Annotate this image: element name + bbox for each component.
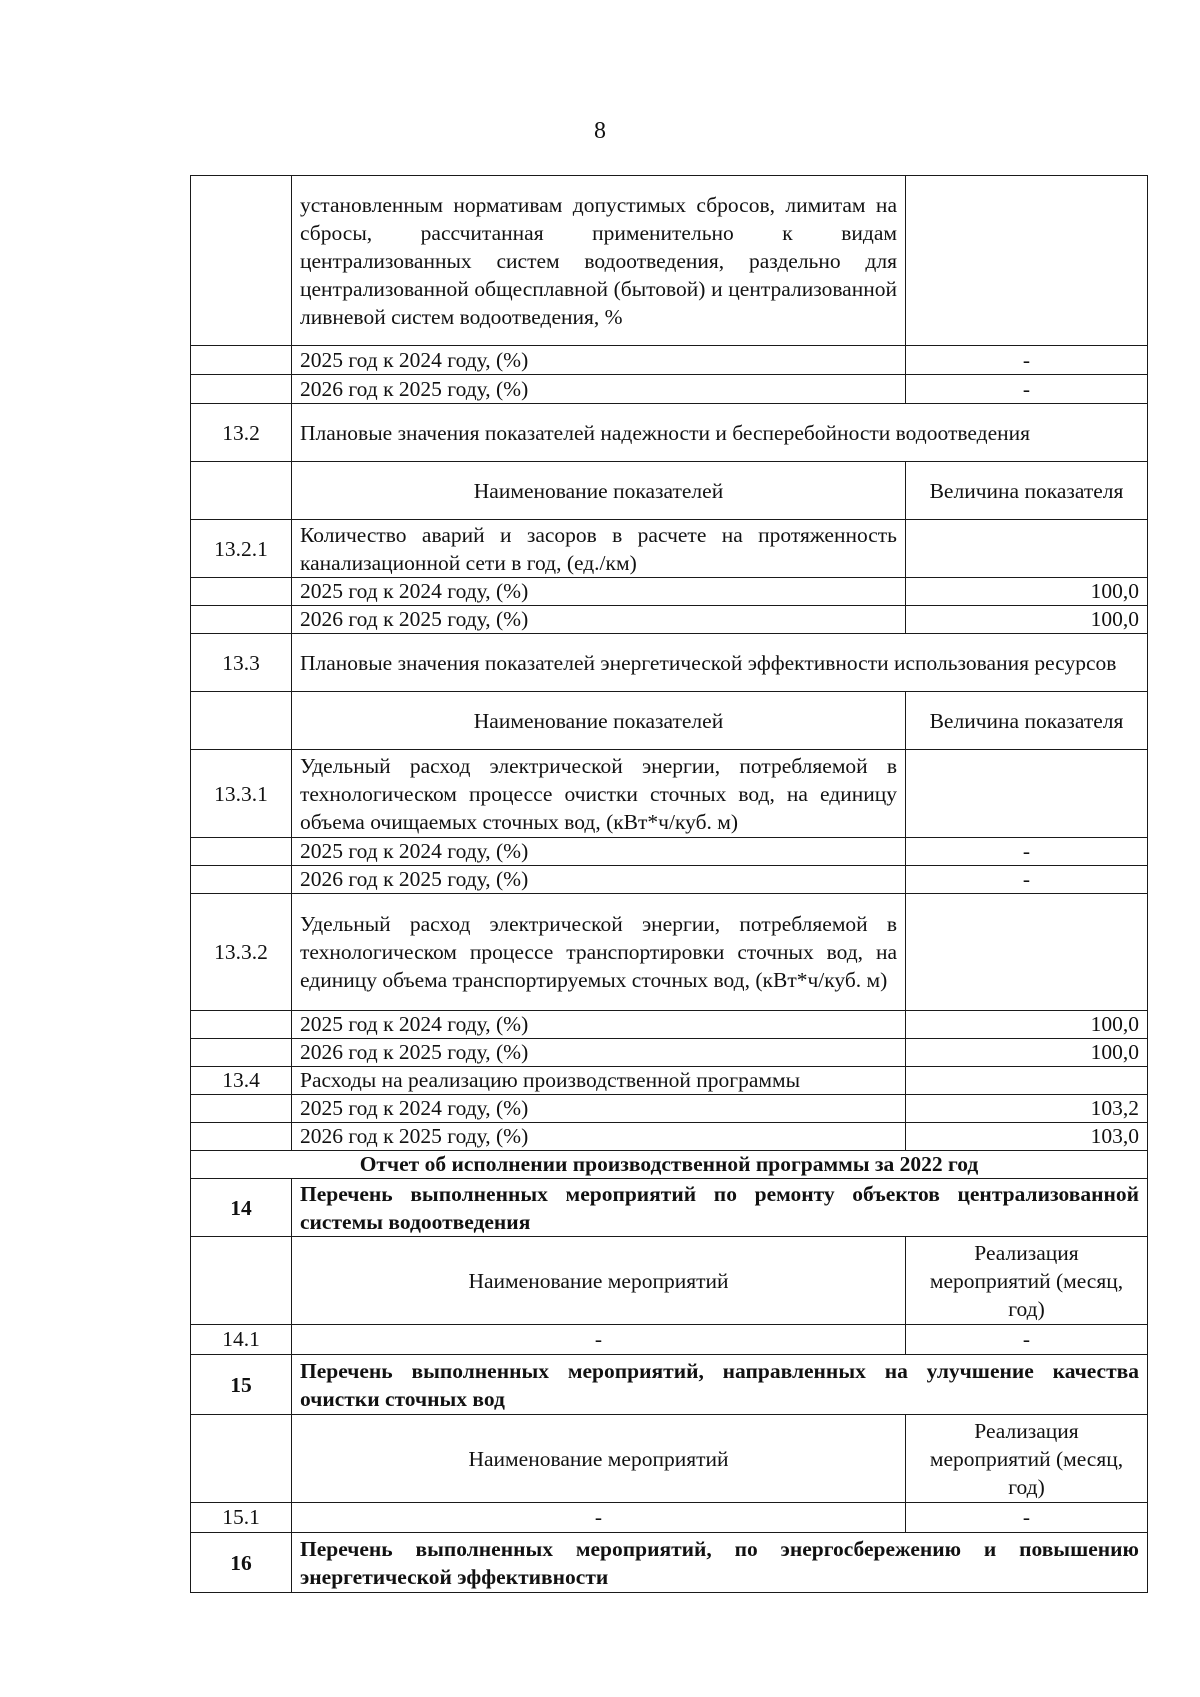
- section-number: 13.2: [191, 404, 292, 462]
- year-label: 2026 год к 2025 году, (%): [292, 606, 906, 634]
- year-label: 2026 год к 2025 году, (%): [292, 866, 906, 894]
- table-row: [191, 375, 1148, 404]
- measure-name: -: [292, 1325, 906, 1355]
- table-row: [191, 520, 1148, 578]
- column-header-value: Величина показателя: [906, 462, 1148, 520]
- year-value: 100,0: [906, 578, 1148, 606]
- year-value: 103,0: [906, 1123, 1148, 1151]
- column-header-name: Наименование показателей: [292, 462, 906, 520]
- column-header-name: Наименование мероприятий: [292, 1237, 906, 1325]
- year-label: 2025 год к 2024 году, (%): [292, 578, 906, 606]
- table-row: [191, 1095, 1148, 1123]
- table-row: [191, 1503, 1148, 1533]
- year-value: -: [906, 838, 1148, 866]
- year-value: 103,2: [906, 1095, 1148, 1123]
- table-row: [191, 578, 1148, 606]
- year-value: 100,0: [906, 1011, 1148, 1039]
- section-title: Перечень выполненных мероприятий, направленных на улучшение качества очистки сточных вод: [292, 1355, 1148, 1415]
- table-row: [191, 1011, 1148, 1039]
- table-row: [191, 462, 1148, 520]
- table-row: [191, 176, 1148, 346]
- section-title: Плановые значения показателей надежности и бесперебойности водоотведения: [292, 404, 1148, 462]
- table-row: [191, 404, 1148, 462]
- year-label: 2025 год к 2024 году, (%): [292, 838, 906, 866]
- table-row: [191, 346, 1148, 375]
- table-row: [191, 894, 1148, 1011]
- year-value: -: [906, 375, 1148, 404]
- program-table: [190, 175, 1148, 1593]
- table-row: [191, 866, 1148, 894]
- table-row: [191, 1533, 1148, 1593]
- num-cell: [191, 176, 292, 346]
- table-row: [191, 750, 1148, 838]
- section-title: Перечень выполненных мероприятий, по энергосбережению и повышению энергетической эффективности: [292, 1533, 1148, 1593]
- table-row: [191, 606, 1148, 634]
- section-number: 16: [191, 1533, 292, 1593]
- section-number: 13.3.2: [191, 894, 292, 1011]
- section-title: Плановые значения показателей энергетической эффективности использования ресурсов: [292, 634, 1148, 692]
- column-header-name: Наименование мероприятий: [292, 1415, 906, 1503]
- measure-date: -: [906, 1503, 1148, 1533]
- indicator-text: Расходы на реализацию производственной программы: [292, 1067, 906, 1095]
- table-row: [191, 1415, 1148, 1503]
- indicator-text: установленным нормативам допустимых сбросов, лимитам на сбросы, рассчитанная применительно к видам централизованных систем водоотведения, раздельно для централизованной общесплавной (бытовой) и централизованной ливневой систем водоотведения, %: [292, 176, 906, 346]
- year-label: 2025 год к 2024 году, (%): [292, 346, 906, 375]
- table-row: [191, 1355, 1148, 1415]
- year-label: 2026 год к 2025 году, (%): [292, 1039, 906, 1067]
- report-heading: Отчет об исполнении производственной программы за 2022 год: [191, 1151, 1148, 1179]
- table-row: [191, 838, 1148, 866]
- indicator-text: Удельный расход электрической энергии, потребляемой в технологическом процессе очистки сточных вод, на единицу объема очищаемых сточных вод, (кВт*ч/куб. м): [292, 750, 906, 838]
- table-row: [191, 1179, 1148, 1237]
- column-header-name: Наименование показателей: [292, 692, 906, 750]
- year-label: 2025 год к 2024 году, (%): [292, 1011, 906, 1039]
- year-label: 2025 год к 2024 году, (%): [292, 1095, 906, 1123]
- column-header-value: Величина показателя: [906, 692, 1148, 750]
- section-number: 15.1: [191, 1503, 292, 1533]
- column-header-value: Реализация мероприятий (месяц, год): [906, 1415, 1148, 1503]
- section-number: 15: [191, 1355, 292, 1415]
- section-title: Перечень выполненных мероприятий по ремонту объектов централизованной системы водоотведения: [292, 1179, 1148, 1237]
- year-value: 100,0: [906, 1039, 1148, 1067]
- table-row: [191, 1325, 1148, 1355]
- year-value: 100,0: [906, 606, 1148, 634]
- table-row: [191, 634, 1148, 692]
- year-value: -: [906, 346, 1148, 375]
- indicator-text: Удельный расход электрической энергии, потребляемой в технологическом процессе транспортировки сточных вод, на единицу объема транспортируемых сточных вод, (кВт*ч/куб. м): [292, 894, 906, 1011]
- measure-date: -: [906, 1325, 1148, 1355]
- table-row: [191, 1237, 1148, 1325]
- column-header-value: Реализация мероприятий (месяц, год): [906, 1237, 1148, 1325]
- section-number: 13.4: [191, 1067, 292, 1095]
- section-number: 13.2.1: [191, 520, 292, 578]
- year-label: 2026 год к 2025 году, (%): [292, 1123, 906, 1151]
- table-row: [191, 1151, 1148, 1179]
- table-row: [191, 1123, 1148, 1151]
- page-number: 8: [594, 118, 606, 144]
- table-row: [191, 692, 1148, 750]
- year-value: -: [906, 866, 1148, 894]
- indicator-text: Количество аварий и засоров в расчете на протяженность канализационной сети в год, (ед./км): [292, 520, 906, 578]
- value-cell: [906, 176, 1148, 346]
- measure-name: -: [292, 1503, 906, 1533]
- year-label: 2026 год к 2025 году, (%): [292, 375, 906, 404]
- table-row: [191, 1039, 1148, 1067]
- section-number: 13.3.1: [191, 750, 292, 838]
- table-row: [191, 1067, 1148, 1095]
- section-number: 14.1: [191, 1325, 292, 1355]
- section-number: 13.3: [191, 634, 292, 692]
- section-number: 14: [191, 1179, 292, 1237]
